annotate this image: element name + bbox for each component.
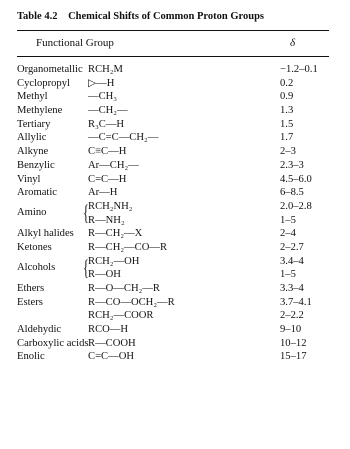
table-row: Allylic —C=C—CH₂— 1.7 bbox=[17, 132, 294, 144]
table-number: Table 4.2 bbox=[17, 11, 58, 22]
group-label: Alcohols bbox=[17, 261, 56, 273]
table-row: Methylene —CH₂— 1.3 bbox=[17, 105, 294, 117]
table-row: Enolic C=C—OH 15–17 bbox=[17, 351, 307, 363]
brace-icon: { bbox=[83, 254, 89, 280]
table-row: Esters R—CO—OCH₂—R 3.7–4.1 bbox=[17, 296, 312, 308]
table-title: Chemical Shifts of Common Proton Groups bbox=[68, 11, 265, 22]
table-row: Cyclopropyl ▷—H 0.2 bbox=[17, 77, 294, 89]
table-group-alcohols bbox=[0, 255, 350, 282]
header-delta: δ bbox=[290, 37, 296, 49]
table-row: Vinyl C=C—H 4.5–6.0 bbox=[17, 173, 312, 185]
table-row: RCH₂—COOR 2–2.2 bbox=[88, 310, 304, 322]
table-caption bbox=[17, 11, 264, 22]
table-row: Alkyne C≡C—H 2–3 bbox=[17, 146, 296, 158]
table-row: Alkyl halides R—CH₂—X 2–4 bbox=[17, 228, 296, 240]
table-row: RCH₂NH₂ 2.0–2.8 bbox=[88, 200, 312, 212]
table-row: Aromatic Ar—H 6–8.5 bbox=[17, 187, 304, 199]
table-group-amino bbox=[0, 200, 350, 227]
table-body bbox=[0, 63, 350, 364]
table-row: Aldehydic RCO—H 9–10 bbox=[17, 324, 302, 336]
group-label: Amino bbox=[17, 206, 47, 218]
table-row: Carboxylic acids R—COOH 10–12 bbox=[17, 337, 307, 349]
table-row: Tertiary R₃C—H 1.5 bbox=[17, 118, 294, 130]
table-row: R—NH₂ 1–5 bbox=[88, 214, 296, 226]
table-row: Methyl —CH₃ 0.9 bbox=[17, 91, 294, 103]
top-rule bbox=[17, 30, 329, 31]
table-row: Ketones R—CH₂—CO—R 2–2.7 bbox=[17, 241, 304, 253]
table-row: Ethers R—O—CH₂—R 3.3–4 bbox=[17, 283, 304, 295]
table-row: Benzylic Ar—CH₂— 2.3–3 bbox=[17, 159, 304, 171]
brace-icon: { bbox=[83, 199, 89, 225]
table-row: Organometallic RCH₂M −1.2–0.1 bbox=[17, 64, 318, 75]
table-row: R—OH 1–5 bbox=[88, 269, 296, 281]
table-row: RCH₂—OH 3.4–4 bbox=[88, 255, 304, 267]
header-rule bbox=[17, 56, 329, 57]
header-functional-group: Functional Group bbox=[36, 37, 114, 49]
